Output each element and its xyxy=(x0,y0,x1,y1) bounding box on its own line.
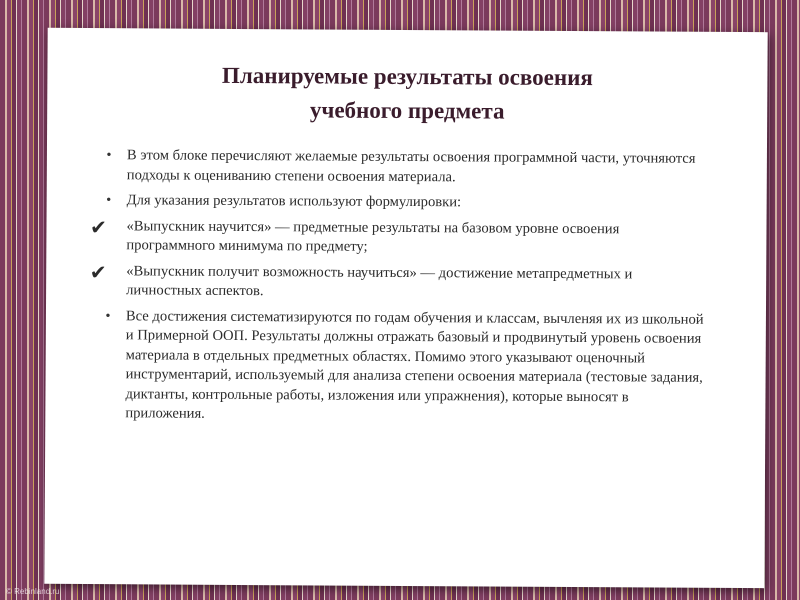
slide-content xyxy=(89,146,707,433)
bullet-icon: • xyxy=(106,147,112,164)
list-item xyxy=(105,307,706,428)
list-item-text: Все достижения систематизируются по годам обучения и классам, вычленяя их из школьной и Примерной ООП. Результаты должны отражать базовый и продвинутый уровень освоения материала в отдельных предметных областях. Помимо этого указывают оценочный инструментарий, используемый для анализа степени освоения материала (тестовые задания, диктанты, контрольные работы, изложения или упражнения), которые выносят в приложения. xyxy=(125,307,704,422)
list-item-text: Для указания результатов используют формулировки: xyxy=(126,192,462,211)
slide-title-line-1: Планируемые результаты освоения xyxy=(221,62,593,91)
checkmark-icon: ✔ xyxy=(89,261,107,284)
list-item xyxy=(106,191,707,214)
list-item xyxy=(89,261,706,305)
checkmark-icon: ✔ xyxy=(90,216,107,239)
bullet-icon: • xyxy=(106,192,112,209)
list-item xyxy=(106,146,707,189)
list-item-text: «Выпускник научится» — предметные результаты на базовом уровне освоения программного минимума по предмету; xyxy=(126,217,620,255)
list-item-text: «Выпускник получит возможность научиться» — достижение метапредметных и личностных аспектов. xyxy=(126,262,633,300)
list-item xyxy=(90,216,706,260)
list-item-text: В этом блоке перечисляют желаемые результаты освоения программной части, уточняются подходы к оцениванию степени освоения материала. xyxy=(126,147,696,185)
slide-title-line-2: учебного предмета xyxy=(309,97,505,124)
bullet-icon: • xyxy=(105,307,111,324)
slide-card xyxy=(44,28,767,588)
watermark: © Rebinland.ru xyxy=(6,587,60,596)
slide-title xyxy=(47,58,767,130)
